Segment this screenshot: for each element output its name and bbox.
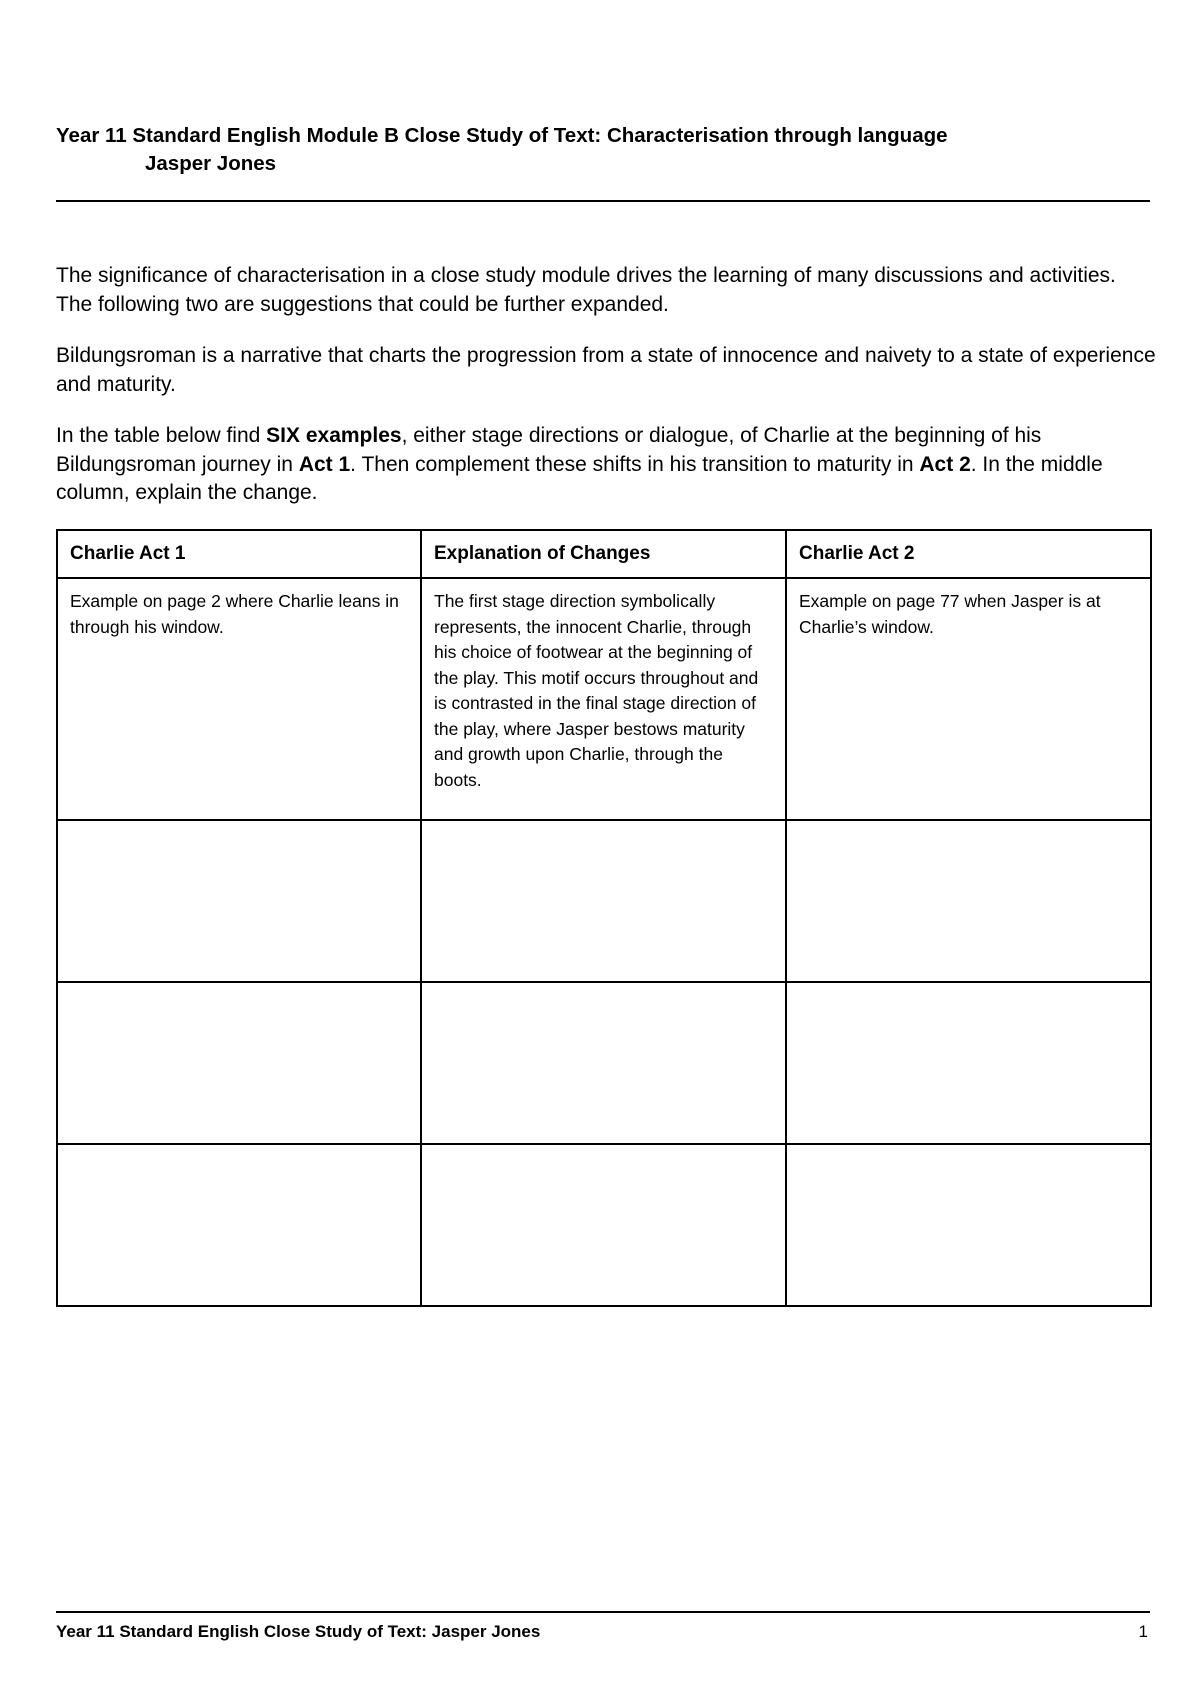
example-cell-act-1: Example on page 2 where Charlie leans in through his window. [57,578,421,820]
header-divider [56,200,1150,202]
blank-cell-explanation[interactable] [421,820,786,982]
blank-cell-act-1[interactable] [57,820,421,982]
table-row-blank-1 [57,820,1151,982]
column-header-charlie-act-2: Charlie Act 2 [786,530,1151,578]
column-header-charlie-act-1: Charlie Act 1 [57,530,421,578]
example-cell-act-2: Example on page 77 when Jasper is at Charlie’s window. [786,578,1151,820]
document-title: Year 11 Standard English Module B Close Study of Text: Characterisation through language [56,124,948,147]
table-row-blank-2 [57,982,1151,1144]
intro-section [56,262,1156,531]
blank-cell-explanation[interactable] [421,1144,786,1306]
document-subtitle: Jasper Jones [145,152,277,175]
example-cell-explanation: The first stage direction symbolically represents, the innocent Charlie, through his choice of footwear at the beginning of the play. This motif occurs throughout and is contrasted in the final stage direction of the play, where Jasper bestows maturity and growth upon Charlie, through the boots. [421,578,786,820]
instructions-text-4: . In the middle column, explain the change. [56,452,1103,504]
table-row-blank-3 [57,1144,1151,1306]
table-header-row [57,530,1151,578]
blank-cell-act-2[interactable] [786,820,1151,982]
blank-cell-act-2[interactable] [786,1144,1151,1306]
blank-cell-act-1[interactable] [57,1144,421,1306]
footer-divider [56,1611,1150,1613]
footer-title: Year 11 Standard English Close Study of Text: Jasper Jones [56,1622,541,1641]
instructions-bold-six-examples: SIX examples [266,424,402,447]
instructions-text-3: . Then complement these shifts in his transition to maturity in [350,452,920,476]
column-header-explanation: Explanation of Changes [421,530,786,578]
table-row-example [57,578,1151,820]
intro-paragraph-1: The significance of characterisation in a close study module drives the learning of many discussions and activities. The following two are suggestions that could be further expanded. [56,264,1116,316]
instructions-bold-act-1: Act 1 [298,452,351,476]
instructions-paragraph [56,422,1156,508]
page-number: 1 [1138,1622,1148,1641]
worksheet-table [56,529,1152,1307]
instructions-bold-act-2: Act 2 [919,452,971,476]
blank-cell-act-2[interactable] [786,982,1151,1144]
instructions-text-2: , either stage directions or dialogue, of Charlie at the beginning of his Bildungsroman journey in [56,424,1042,476]
blank-cell-act-1[interactable] [57,982,421,1144]
blank-cell-explanation[interactable] [421,982,786,1144]
intro-paragraph-2: Bildungsroman is a narrative that charts the progression from a state of innocence and naivety to a state of experience and maturity. [56,344,1156,396]
instructions-text-1: In the table below find [56,424,267,447]
